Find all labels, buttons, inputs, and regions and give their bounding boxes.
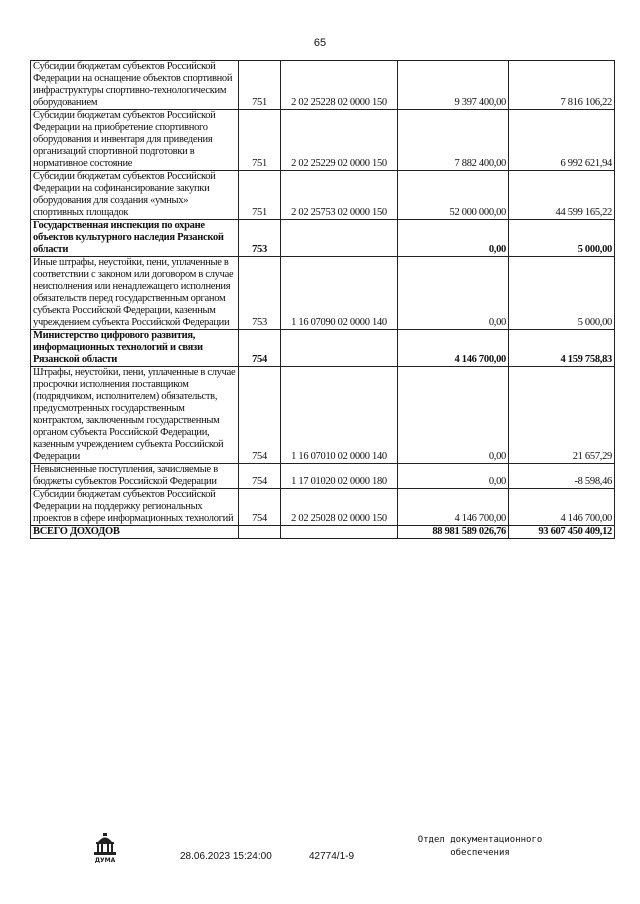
row-plan-amount: 0,00 bbox=[398, 220, 509, 257]
row-name: Субсидии бюджетам субъектов Российской Федерации на софинансирование закупки оборудования для создания «умных» спортивных площадок bbox=[31, 171, 239, 220]
row-name: Субсидии бюджетам субъектов Российской Федерации на поддержку региональных проектов в сфере информационных технологий bbox=[31, 489, 239, 526]
logo-text: ДУМА bbox=[94, 857, 116, 864]
row-name: ВСЕГО ДОХОДОВ bbox=[31, 526, 239, 539]
row-classification-code: 2 02 25229 02 0000 150 bbox=[281, 110, 398, 171]
row-actual-amount: 5 000,00 bbox=[509, 257, 615, 330]
row-classification-code: 2 02 25228 02 0000 150 bbox=[281, 61, 398, 110]
row-classification-code: 2 02 25753 02 0000 150 bbox=[281, 171, 398, 220]
row-plan-amount: 4 146 700,00 bbox=[398, 330, 509, 367]
row-admin-code: 753 bbox=[239, 220, 281, 257]
row-actual-amount: 5 000,00 bbox=[509, 220, 615, 257]
row-name: Иные штрафы, неустойки, пени, уплаченные в соответствии с законом или договором в случае неисполнения или ненадлежащего исполнения обязательств перед государственным органом субъекта Российской Федерации, казенным учреждением субъекта Российской Федерации bbox=[31, 257, 239, 330]
page-number: 65 bbox=[313, 37, 327, 49]
row-name: Субсидии бюджетам субъектов Российской Федерации на оснащение объектов спортивной инфраструктуры спортивно-технологическим оборудованием bbox=[31, 61, 239, 110]
row-name: Невыясненные поступления, зачисляемые в бюджеты субъектов Российской Федерации bbox=[31, 464, 239, 489]
row-classification-code bbox=[281, 330, 398, 367]
row-admin-code: 754 bbox=[239, 489, 281, 526]
table-row bbox=[31, 110, 615, 171]
row-actual-amount: 4 159 758,83 bbox=[509, 330, 615, 367]
row-actual-amount: 4 146 700,00 bbox=[509, 489, 615, 526]
row-admin-code: 751 bbox=[239, 110, 281, 171]
row-plan-amount: 52 000 000,00 bbox=[398, 171, 509, 220]
table-row bbox=[31, 464, 615, 489]
row-plan-amount: 0,00 bbox=[398, 464, 509, 489]
table-row bbox=[31, 489, 615, 526]
row-actual-amount: 44 599 165,22 bbox=[509, 171, 615, 220]
row-classification-code: 1 17 01020 02 0000 180 bbox=[281, 464, 398, 489]
table-row bbox=[31, 220, 615, 257]
table-row bbox=[31, 526, 615, 539]
row-admin-code: 754 bbox=[239, 367, 281, 464]
row-name: Штрафы, неустойки, пени, уплаченные в случае просрочки исполнения поставщиком (подрядчиком, исполнителем) обязательств, предусмотренных государственным контрактом, заключенным государственным органом субъекта Российской Федерации, казенным учреждением субъекта Российской Федерации bbox=[31, 367, 239, 464]
row-admin-code: 753 bbox=[239, 257, 281, 330]
row-admin-code bbox=[239, 526, 281, 539]
table-row bbox=[31, 171, 615, 220]
row-plan-amount: 0,00 bbox=[398, 367, 509, 464]
footer-doc-number: 42774/1-9 bbox=[309, 851, 355, 862]
row-plan-amount: 7 882 400,00 bbox=[398, 110, 509, 171]
row-actual-amount: 6 992 621,94 bbox=[509, 110, 615, 171]
row-classification-code bbox=[281, 526, 398, 539]
row-admin-code: 751 bbox=[239, 61, 281, 110]
row-actual-amount: 21 657,29 bbox=[509, 367, 615, 464]
row-plan-amount: 88 981 589 026,76 bbox=[398, 526, 509, 539]
income-table bbox=[30, 60, 615, 539]
row-admin-code: 751 bbox=[239, 171, 281, 220]
row-name: Государственная инспекция по охране объектов культурного наследия Рязанской области bbox=[31, 220, 239, 257]
row-plan-amount: 0,00 bbox=[398, 257, 509, 330]
row-actual-amount: -8 598,46 bbox=[509, 464, 615, 489]
row-name: Субсидии бюджетам субъектов Российской Федерации на приобретение спортивного оборудования и инвентаря для приведения организаций спортивной подготовки в нормативное состояние bbox=[31, 110, 239, 171]
row-classification-code: 1 16 07090 02 0000 140 bbox=[281, 257, 398, 330]
table-row bbox=[31, 61, 615, 110]
footer-department-line1: Отдел документационного bbox=[417, 835, 543, 845]
table-row bbox=[31, 257, 615, 330]
row-classification-code bbox=[281, 220, 398, 257]
row-classification-code: 1 16 07010 02 0000 140 bbox=[281, 367, 398, 464]
table-row bbox=[31, 330, 615, 367]
row-plan-amount: 4 146 700,00 bbox=[398, 489, 509, 526]
row-name: Министерство цифрового развития, информационных технологий и связи Рязанской области bbox=[31, 330, 239, 367]
row-actual-amount: 7 816 106,22 bbox=[509, 61, 615, 110]
row-plan-amount: 9 397 400,00 bbox=[398, 61, 509, 110]
row-admin-code: 754 bbox=[239, 330, 281, 367]
footer-date: 28.06.2023 15:24:00 bbox=[180, 851, 272, 862]
footer-department-line2: обеспечения bbox=[450, 848, 510, 858]
row-actual-amount: 93 607 450 409,12 bbox=[509, 526, 615, 539]
footer-department bbox=[400, 834, 560, 860]
row-admin-code: 754 bbox=[239, 464, 281, 489]
row-classification-code: 2 02 25028 02 0000 150 bbox=[281, 489, 398, 526]
table-row bbox=[31, 367, 615, 464]
duma-logo-icon bbox=[90, 832, 120, 864]
